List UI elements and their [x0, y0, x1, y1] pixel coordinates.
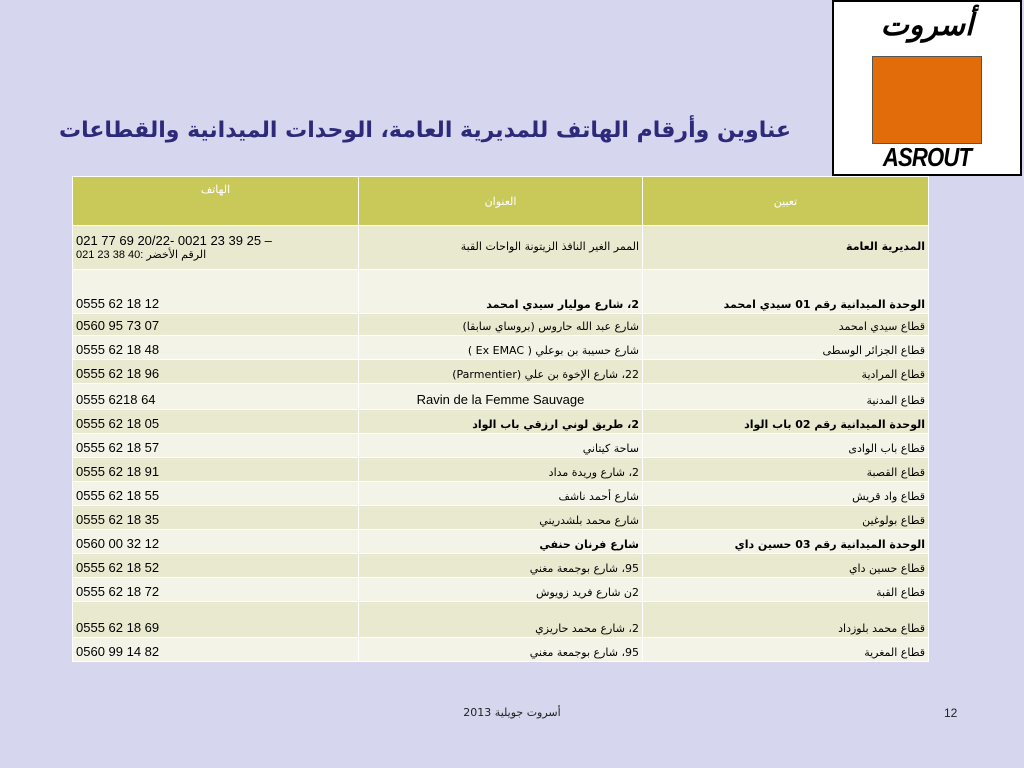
phone-cell: 0555 6218 64: [73, 384, 359, 410]
name-cell: الوحدة الميدانية رقم 02 باب الواد: [643, 410, 929, 434]
phone-cell: 0555 62 18 35: [73, 506, 359, 530]
address-cell: 95، شارع بوجمعة مغني: [359, 554, 643, 578]
phone-cell: [73, 226, 359, 270]
table-row: [73, 384, 929, 410]
name-cell: الوحدة الميدانية رقم 01 سيدي امحمد: [643, 270, 929, 314]
table-row: [73, 638, 929, 662]
page-number: 12: [944, 706, 958, 720]
name-cell: قطاع باب الوادى: [643, 434, 929, 458]
name-cell: قطاع سيدي امحمد: [643, 314, 929, 336]
header-address: العنوان: [359, 177, 643, 226]
table-row: [73, 434, 929, 458]
address-cell: 22، شارع الإخوة بن علي (Parmentier): [359, 360, 643, 384]
phone-cell: 0555 62 18 69: [73, 602, 359, 638]
address-cell: 2، شارع محمد حاريزي: [359, 602, 643, 638]
phone-green-number: 021 23 38 40: الرقم الأخضر: [76, 248, 207, 261]
logo-latin-text: ASROUT: [882, 142, 972, 172]
logo-arabic-text: أسروت: [880, 8, 974, 43]
address-cell: شارع فرنان حنفي: [359, 530, 643, 554]
phone-cell: 0555 62 18 96: [73, 360, 359, 384]
header-phone: الهاتف: [73, 177, 359, 226]
phone-cell: 0555 62 18 52: [73, 554, 359, 578]
name-cell: قطاع المرادية: [643, 360, 929, 384]
name-cell: المديرية العامة: [643, 226, 929, 270]
table-row: [73, 578, 929, 602]
phone-cell: 0555 62 18 55: [73, 482, 359, 506]
name-cell: قطاع المغرية: [643, 638, 929, 662]
name-cell: قطاع القبة: [643, 578, 929, 602]
phone-cell: 0560 00 32 12: [73, 530, 359, 554]
name-cell: قطاع بولوغين: [643, 506, 929, 530]
address-cell: شارع حسيبة بن بوعلي ( Ex EMAC ): [359, 336, 643, 360]
table-row: [73, 360, 929, 384]
phone-cell: 0555 62 18 05: [73, 410, 359, 434]
address-cell: 2ن شارع فريد زويوش: [359, 578, 643, 602]
slide-title: عناوين وأرقام الهاتف للمديرية العامة، الوحدات الميدانية والقطاعات: [59, 118, 791, 143]
table-row: [73, 530, 929, 554]
table-row: [73, 602, 929, 638]
table-row: [73, 482, 929, 506]
phone-cell: 0555 62 18 57: [73, 434, 359, 458]
address-cell: شارع محمد بلشدريني: [359, 506, 643, 530]
logo-orange-square: [872, 56, 982, 144]
address-cell: 2، شارع موليار سيدي امحمد: [359, 270, 643, 314]
table-row: [73, 554, 929, 578]
table-row: [73, 506, 929, 530]
address-cell: Ravin de la Femme Sauvage: [359, 384, 643, 410]
name-cell: الوحدة الميدانية رقم 03 حسين داي: [643, 530, 929, 554]
name-cell: قطاع حسين داي: [643, 554, 929, 578]
header-name: تعيين: [643, 177, 929, 226]
phone-primary: 021 77 69 20/22- 0021 23 39 25 –: [76, 232, 272, 248]
phone-cell: 0560 95 73 07: [73, 314, 359, 336]
name-cell: قطاع واد قريش: [643, 482, 929, 506]
phone-cell: 0560 99 14 82: [73, 638, 359, 662]
asrout-logo: [832, 0, 1022, 176]
address-cell: 2، طريق لوني ارزقي باب الواد: [359, 410, 643, 434]
address-cell: ساحة كيتاني: [359, 434, 643, 458]
address-cell: الممر الغير النافذ الزيتونة الواحات القبة: [359, 226, 643, 270]
address-cell: شارع عبد الله حاروس (بروساي سابقا): [359, 314, 643, 336]
footer-text: أسروت جويلية 2013: [463, 706, 561, 719]
address-cell: 95، شارع بوجمعة مغني: [359, 638, 643, 662]
name-cell: قطاع القصبة: [643, 458, 929, 482]
table-header-row: [73, 177, 929, 226]
name-cell: قطاع المدنية: [643, 384, 929, 410]
phone-cell: 0555 62 18 48: [73, 336, 359, 360]
name-cell: قطاع الجزائر الوسطى: [643, 336, 929, 360]
table-row: [73, 314, 929, 336]
phone-cell: 0555 62 18 72: [73, 578, 359, 602]
table-row: [73, 458, 929, 482]
contacts-table: [72, 176, 929, 662]
phone-cell: 0555 62 18 12: [73, 270, 359, 314]
name-cell: قطاع محمد بلوزداد: [643, 602, 929, 638]
address-cell: 2، شارع وريدة مداد: [359, 458, 643, 482]
phone-cell: 0555 62 18 91: [73, 458, 359, 482]
table-row: [73, 410, 929, 434]
table-row: [73, 270, 929, 314]
table-row: [73, 226, 929, 270]
table-row: [73, 336, 929, 360]
address-cell: شارع أحمد ناشف: [359, 482, 643, 506]
